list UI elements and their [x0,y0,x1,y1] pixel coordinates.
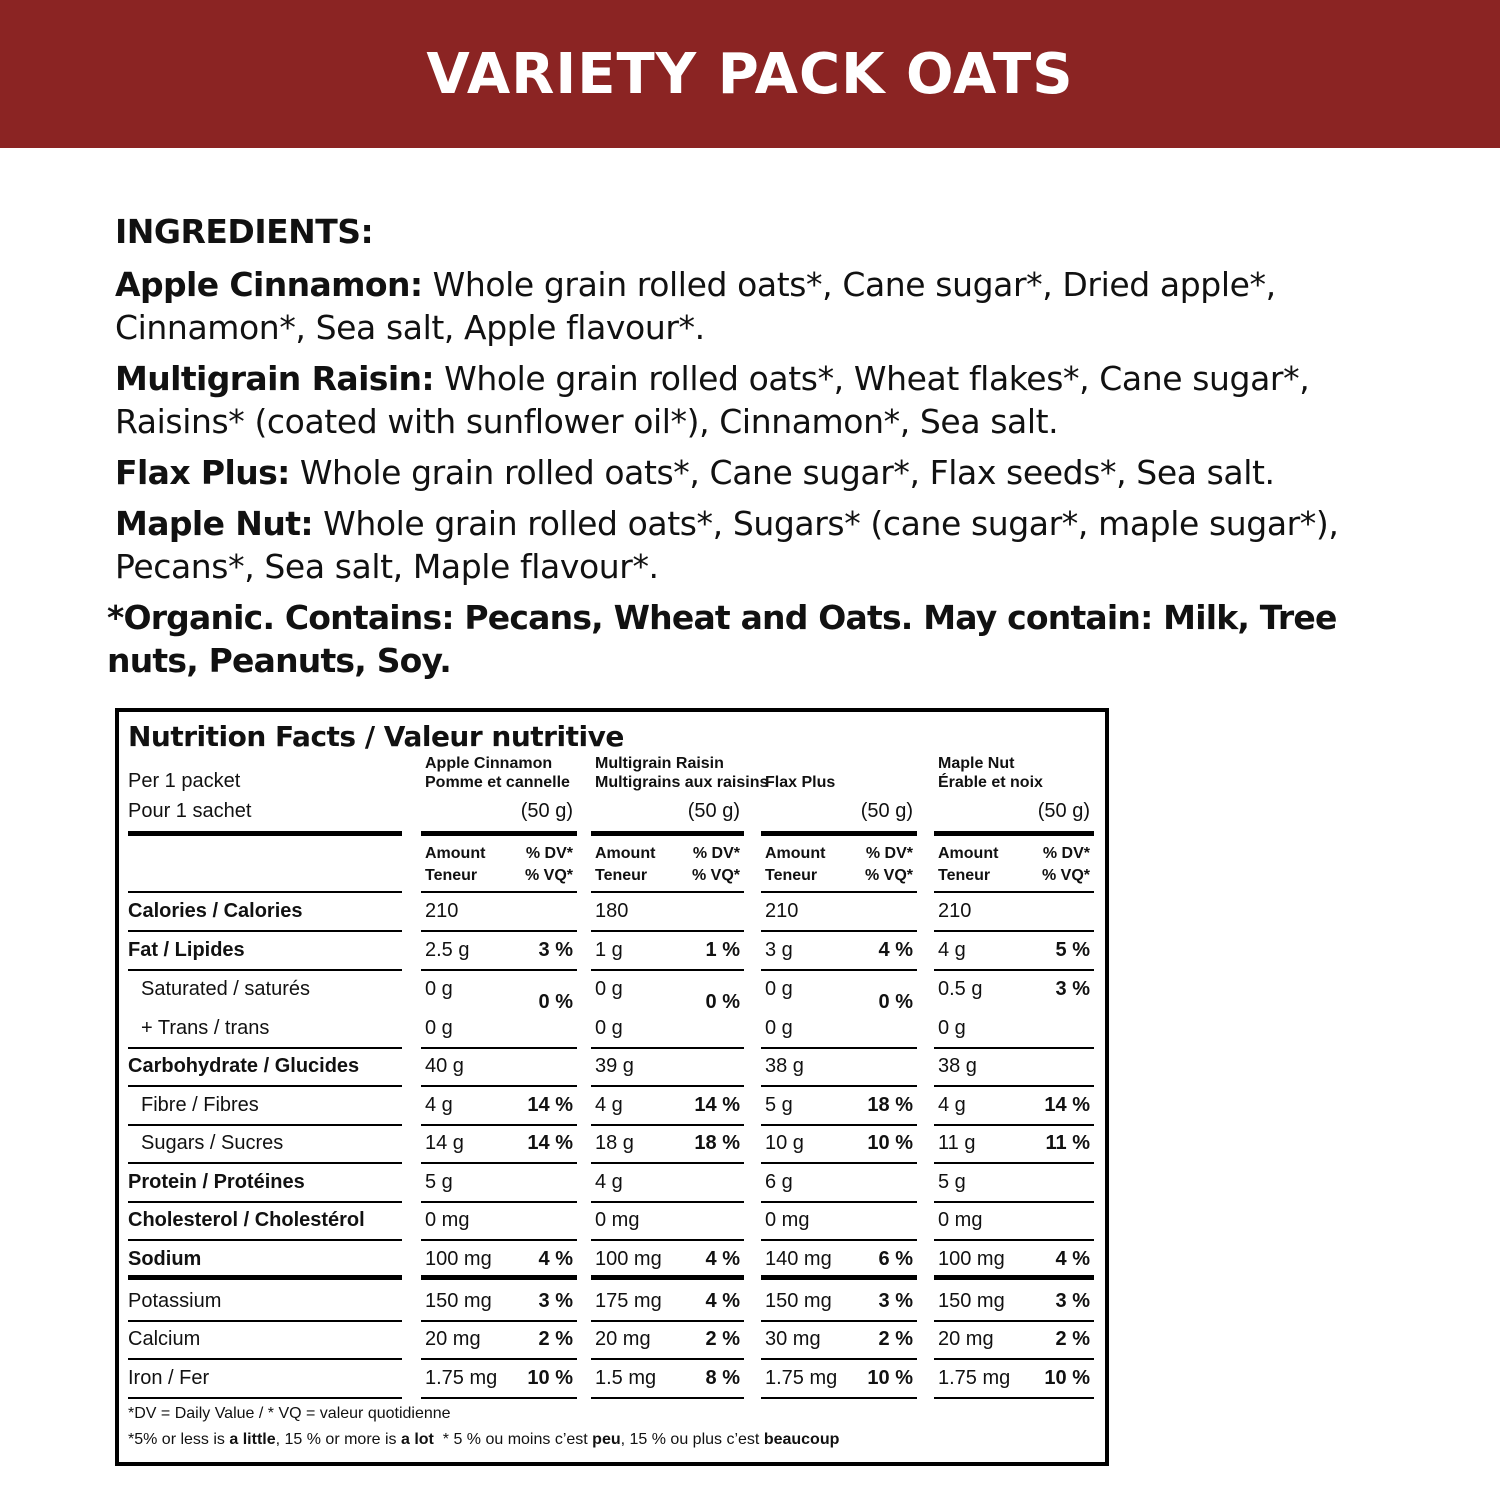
nutrient-dv: 2 % [705,1328,740,1350]
nutrient-amount: 38 g [938,1055,977,1077]
nutrient-amount: 100 mg [938,1248,1005,1270]
nutrient-amount: 30 mg [765,1328,821,1350]
row-rule [128,1124,402,1126]
ingredient-text: Whole grain rolled oats*, Sugars* (cane sugar*, maple sugar*), Pecans*, Sea salt, Maple flavour*. [115,504,1339,586]
nutrient-amount: 39 g [595,1055,634,1077]
nutrient-dv: 2 % [538,1328,573,1350]
nutrient-dv: 5 % [1055,939,1090,961]
saturated-trans-dv: 0 % [538,991,573,1013]
teneur-header: Teneur [425,867,478,884]
nutrient-amount: 150 mg [765,1290,832,1312]
row-rule [421,1162,577,1164]
product-name: Flax Plus [765,774,836,791]
nutrient-amount: 4 g [595,1171,623,1193]
nutrient-amount: 210 [425,900,459,922]
row-rule [128,1358,402,1360]
nutrient-amount: 0 g [425,1017,453,1039]
row-rule [421,1397,577,1399]
nutrient-label: Fibre / Fibres [141,1094,259,1116]
nutrient-dv: 8 % [705,1367,740,1389]
column-header-rule [934,891,1094,893]
row-rule [591,1124,744,1126]
nutrient-amount: 38 g [765,1055,804,1077]
footnote-part: beaucoup [763,1431,840,1448]
amount-header: Amount [765,845,826,862]
row-rule [421,1085,577,1087]
serving-per: Per 1 packet [128,770,241,792]
header-rule [934,831,1094,836]
ingredient-flax-plus [115,451,1405,494]
nutrient-amount: 0 mg [938,1209,983,1231]
vq-header: % VQ* [524,867,573,884]
row-rule [128,969,402,971]
ingredient-text: Whole grain rolled oats*, Wheat flakes*, Cane sugar*, Raisins* (coated with sunflower oil*), Cinnamon*, Sea salt. [115,359,1310,441]
nutrient-amount: 210 [765,900,799,922]
nutrient-amount: 0 g [595,978,623,1000]
nutrient-amount: 0 g [765,1017,793,1039]
row-rule [761,1239,917,1241]
serving-size: (50 g) [860,800,913,822]
row-rule [761,1397,917,1399]
dv-header: % DV* [692,845,740,862]
section-rule [421,1275,577,1280]
product-name: Maple Nut [938,755,1015,772]
nutrient-amount: 20 mg [425,1328,481,1350]
nutrient-dv: 4 % [705,1248,740,1270]
nutrient-amount: 100 mg [595,1248,662,1270]
nutrient-dv: 11 % [1045,1132,1090,1154]
footnote-part: , 15 % ou plus c’est [620,1431,764,1448]
amount-header: Amount [595,845,656,862]
row-rule [421,1124,577,1126]
header-rule [591,831,744,836]
row-rule [591,1201,744,1203]
header-rule [421,831,577,836]
nutrient-amount: 4 g [938,1094,966,1116]
row-rule [421,1320,577,1322]
row-rule [934,1201,1094,1203]
nutrient-label: Saturated / saturés [141,978,310,1000]
nutrient-amount: 0 g [425,978,453,1000]
product-name-fr: Multigrains aux raisins [595,774,769,791]
row-rule [591,1397,744,1399]
nutrient-amount: 2.5 g [425,939,470,961]
nutrient-dv: 14 % [527,1094,573,1116]
nutrient-dv: 4 % [1055,1248,1090,1270]
row-rule [421,1047,577,1049]
nutrient-dv: 10 % [867,1367,913,1389]
nutrition-facts-table [115,708,1109,1466]
nutrient-dv: 18 % [694,1132,740,1154]
nutrient-amount: 5 g [938,1171,966,1193]
nutrient-label: Calories / Calories [128,900,303,922]
serving-pour: Pour 1 sachet [128,800,252,822]
nutrient-label: Cholesterol / Cholestérol [128,1209,365,1231]
nutrient-dv: 10 % [867,1132,913,1154]
nutrient-amount: 1.75 mg [938,1367,1011,1389]
nutrient-amount: 1.75 mg [425,1367,498,1389]
footnote-part: a lot [400,1431,434,1448]
footnote-levels [128,1431,839,1449]
row-rule [761,1162,917,1164]
ingredient-name: Apple Cinnamon: [115,265,423,304]
nutrient-amount: 100 mg [425,1248,492,1270]
footnote-part: a little [229,1431,276,1448]
row-rule [934,930,1094,932]
row-rule [934,1162,1094,1164]
ingredient-text: Whole grain rolled oats*, Cane sugar*, Dried apple*, Cinnamon*, Sea salt, Apple flavour*. [115,265,1276,347]
nutrient-label: Iron / Fer [128,1367,210,1389]
section-rule [761,1275,917,1280]
nutrient-amount: 14 g [425,1132,464,1154]
nutrient-label: Sodium [128,1248,202,1270]
footnote-part: *5% or less is [128,1431,230,1448]
ingredient-name: Flax Plus: [115,453,290,492]
nutrient-amount: 6 g [765,1171,793,1193]
dv-header: % DV* [1042,845,1090,862]
row-rule [421,969,577,971]
nutrient-amount: 1 g [595,939,623,961]
product-name-fr: Érable et noix [938,774,1043,791]
saturated-trans-dv: 0 % [878,991,913,1013]
column-header-rule [421,891,577,893]
row-rule [591,930,744,932]
row-rule [128,1239,402,1241]
section-rule [591,1275,744,1280]
nutrient-dv: 3 % [538,939,573,961]
nutrient-dv: 3 % [878,1290,913,1312]
row-rule [934,1085,1094,1087]
vq-header: % VQ* [1041,867,1090,884]
ingredient-multigrain-raisin [115,357,1405,443]
nutrient-dv: 10 % [1044,1367,1090,1389]
amount-header: Amount [425,845,486,862]
nutrient-dv: 14 % [527,1132,573,1154]
nutrient-amount: 1.75 mg [765,1367,838,1389]
nutrient-label: Protein / Protéines [128,1171,305,1193]
serving-size: (50 g) [687,800,740,822]
ingredient-apple-cinnamon [115,263,1405,349]
row-rule [421,930,577,932]
nutrient-dv: 2 % [1055,1328,1090,1350]
row-rule [128,1201,402,1203]
nutrient-label: + Trans / trans [141,1017,270,1039]
row-rule [934,1047,1094,1049]
nutrient-dv: 3 % [538,1290,573,1312]
row-rule [761,1320,917,1322]
nutrient-label: Calcium [128,1328,201,1350]
row-rule [128,930,402,932]
nutrient-amount: 4 g [938,939,966,961]
row-rule [591,1047,744,1049]
footnote-part: * 5 % ou moins c’est [433,1431,593,1448]
row-rule [128,1397,402,1399]
row-rule [761,1358,917,1360]
nutrient-amount: 10 g [765,1132,804,1154]
teneur-header: Teneur [595,867,648,884]
ingredient-maple-nut [115,502,1405,588]
row-rule [934,1320,1094,1322]
row-rule [934,969,1094,971]
nutrient-label: Sugars / Sucres [141,1132,284,1154]
column-header-rule [761,891,917,893]
serving-size: (50 g) [1037,800,1090,822]
row-rule [421,1239,577,1241]
nutrient-dv: 3 % [1055,978,1090,1000]
dv-header: % DV* [525,845,573,862]
row-rule [761,1124,917,1126]
ingredient-name: Multigrain Raisin: [115,359,435,398]
nutrient-amount: 5 g [425,1171,453,1193]
nutrient-amount: 5 g [765,1094,793,1116]
nutrient-amount: 140 mg [765,1248,832,1270]
dv-header: % DV* [865,845,913,862]
row-rule [761,930,917,932]
teneur-header: Teneur [765,867,818,884]
row-rule [128,1320,402,1322]
footnote-dv: *DV = Daily Value / * VQ = valeur quotidienne [128,1405,451,1422]
row-rule [128,1162,402,1164]
header-rule [128,831,402,836]
nutrient-amount: 4 g [595,1094,623,1116]
section-rule [934,1275,1094,1280]
nutrient-dv: 14 % [1044,1094,1090,1116]
nutrient-dv: 1 % [705,939,740,961]
nutrient-dv: 18 % [867,1094,913,1116]
column-header-rule [591,891,744,893]
nutrient-amount: 0 mg [425,1209,470,1231]
nutrient-label: Carbohydrate / Glucides [128,1055,360,1077]
nutrient-dv: 4 % [705,1290,740,1312]
ingredient-text: Whole grain rolled oats*, Cane sugar*, Flax seeds*, Sea salt. [289,453,1275,492]
row-rule [761,969,917,971]
row-rule [421,1201,577,1203]
nutrient-dv: 14 % [694,1094,740,1116]
teneur-header: Teneur [938,867,991,884]
row-rule [934,1397,1094,1399]
ingredients-section [107,212,1405,682]
footnote-part: , 15 % or more is [275,1431,401,1448]
row-rule [761,1085,917,1087]
column-header-rule [128,891,402,893]
vq-header: % VQ* [691,867,740,884]
product-name: Multigrain Raisin [595,755,724,772]
row-rule [591,1320,744,1322]
footnote-part: peu [592,1431,621,1448]
vq-header: % VQ* [864,867,913,884]
row-rule [761,1201,917,1203]
row-rule [128,1047,402,1049]
nutrient-amount: 175 mg [595,1290,662,1312]
nutrient-amount: 20 mg [595,1328,651,1350]
nutrient-amount: 1.5 mg [595,1367,657,1389]
nutrient-amount: 0 g [765,978,793,1000]
product-name: Apple Cinnamon [425,755,553,772]
nutrient-dv: 2 % [878,1328,913,1350]
nutrient-dv: 4 % [538,1248,573,1270]
row-rule [934,1124,1094,1126]
row-rule [934,1358,1094,1360]
product-name-fr: Pomme et cannelle [425,774,570,791]
nutrient-amount: 11 g [938,1132,976,1154]
serving-size: (50 g) [520,800,573,822]
nutrient-dv: 10 % [527,1367,573,1389]
nutrition-title: Nutrition Facts / Valeur nutritive [128,720,624,753]
row-rule [934,1239,1094,1241]
nutrient-amount: 0.5 g [938,978,983,1000]
row-rule [591,1239,744,1241]
nutrient-label: Potassium [128,1290,222,1312]
nutrient-amount: 18 g [595,1132,634,1154]
section-rule [128,1275,402,1280]
nutrient-amount: 20 mg [938,1328,994,1350]
nutrient-dv: 6 % [878,1248,913,1270]
nutrient-amount: 180 [595,900,629,922]
row-rule [591,1162,744,1164]
nutrient-amount: 0 g [938,1017,966,1039]
nutrient-amount: 150 mg [938,1290,1005,1312]
row-rule [591,969,744,971]
row-rule [421,1358,577,1360]
nutrient-amount: 150 mg [425,1290,492,1312]
row-rule [128,1085,402,1087]
nutrient-amount: 3 g [765,939,793,961]
ingredient-name: Maple Nut: [115,504,313,543]
row-rule [761,1047,917,1049]
row-rule [591,1358,744,1360]
allergen-statement: *Organic. Contains: Pecans, Wheat and Oats. May contain: Milk, Tree nuts, Peanuts, Soy. [107,598,1337,680]
nutrient-amount: 0 mg [595,1209,640,1231]
nutrient-label: Fat / Lipides [128,939,245,961]
page-title: VARIETY PACK OATS [426,41,1074,107]
nutrient-dv: 3 % [1055,1290,1090,1312]
saturated-trans-dv: 0 % [705,991,740,1013]
nutrient-dv: 4 % [878,939,913,961]
title-banner [0,0,1500,148]
header-rule [761,831,917,836]
nutrient-amount: 0 g [595,1017,623,1039]
ingredients-heading: INGREDIENTS: [115,212,374,251]
nutrient-amount: 210 [938,900,972,922]
amount-header: Amount [938,845,999,862]
row-rule [591,1085,744,1087]
nutrient-amount: 4 g [425,1094,453,1116]
nutrient-amount: 40 g [425,1055,464,1077]
nutrient-amount: 0 mg [765,1209,810,1231]
